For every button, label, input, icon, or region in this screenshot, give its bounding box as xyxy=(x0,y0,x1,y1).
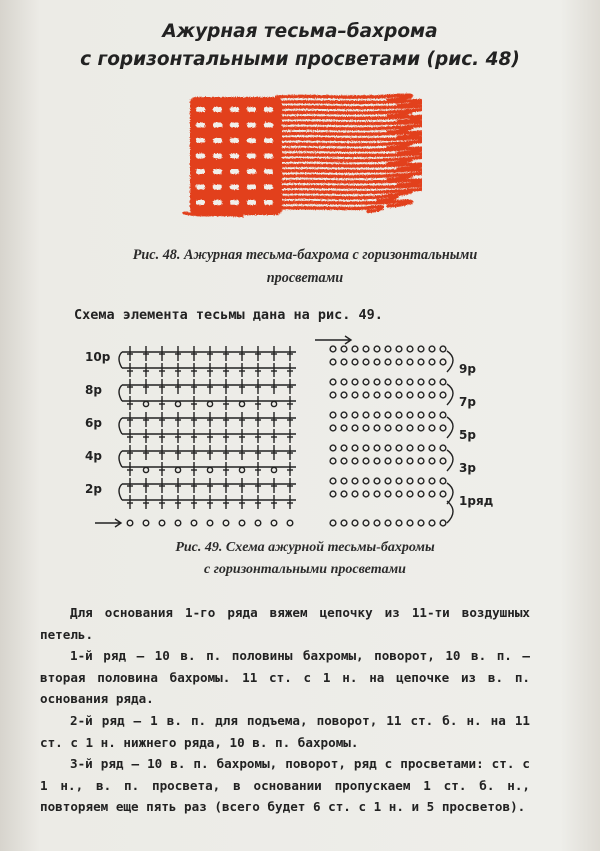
fringe-chain xyxy=(418,346,424,352)
fringe-chain xyxy=(363,392,369,398)
fringe-chain xyxy=(429,379,435,385)
fringe-chain xyxy=(341,445,347,451)
fringe-chain xyxy=(352,379,358,385)
lace-gap xyxy=(196,200,205,205)
paragraph-foundation: Для основания 1-го ряда вяжем цепочку из 11-ти воздушных петель. xyxy=(40,605,530,642)
turn-bracket xyxy=(447,417,453,438)
lace-gap xyxy=(264,154,273,159)
fringe-loop xyxy=(277,175,411,180)
fringe-chain xyxy=(341,346,347,352)
fringe-chain xyxy=(341,392,347,398)
fringe-chain xyxy=(385,346,391,352)
lace-gap xyxy=(213,185,222,190)
lace-gap xyxy=(196,185,205,190)
fringe-chain xyxy=(418,392,424,398)
fringe-chain xyxy=(330,520,336,526)
foundation-chain xyxy=(239,520,245,526)
fringe-chain xyxy=(330,346,336,352)
fringe-chain xyxy=(341,359,347,365)
fringe-loop xyxy=(277,180,422,185)
chain-stitch xyxy=(207,467,212,472)
foundation-chain xyxy=(159,520,165,526)
fringe-chain xyxy=(385,520,391,526)
fringe-chain xyxy=(440,478,446,484)
instructions-text xyxy=(40,602,530,818)
fringe-chain xyxy=(396,379,402,385)
figure-49-caption xyxy=(55,537,555,581)
fringe-chain xyxy=(429,478,435,484)
fringe-chain xyxy=(418,412,424,418)
fringe-chain xyxy=(440,392,446,398)
fringe-chain xyxy=(440,458,446,464)
figure-48-caption-line-2: просветами xyxy=(266,270,344,286)
lace-gap xyxy=(247,154,256,159)
fringe-chain xyxy=(374,491,380,497)
chain-stitch xyxy=(239,401,244,406)
row-3-text: — 10 в. п. бахромы, поворот, ряд с просветами: ст. с 1 н., в. п. просвета, в основании пропускаем 1 ст. б. н., повторяем еще пять раз (всего будет 6 ст. с 1 н. и 5 просветов). xyxy=(40,756,530,815)
fringe-chain xyxy=(407,379,413,385)
fringe-chain xyxy=(407,346,413,352)
start-arrow xyxy=(95,519,121,527)
fringe-chain xyxy=(440,491,446,497)
fringe-chain xyxy=(363,379,369,385)
row-3-label: 3-й ряд xyxy=(70,756,124,772)
fringe-chain xyxy=(374,392,380,398)
row-2-label: 2-й ряд xyxy=(70,712,125,728)
figure-48-caption xyxy=(45,244,565,290)
direction-arrow xyxy=(315,336,351,344)
figure-49-caption-line-1: Рис. 49. Схема ажурной тесьмы-бахромы xyxy=(175,540,435,555)
fringe-chain xyxy=(396,359,402,365)
fringe-loop xyxy=(277,164,422,169)
fringe-chain xyxy=(407,520,413,526)
fringe-chain xyxy=(407,478,413,484)
paragraph-row-2 xyxy=(40,710,530,753)
fringe-chain xyxy=(407,392,413,398)
paragraph-row-3 xyxy=(40,753,530,818)
fringe-chain xyxy=(374,478,380,484)
fringe-chain xyxy=(429,346,435,352)
turn-bracket xyxy=(447,450,453,471)
foundation-chain xyxy=(223,520,229,526)
fringe-chain xyxy=(429,412,435,418)
fringe-chain xyxy=(374,458,380,464)
fringe-loop xyxy=(277,101,422,106)
foundation-chain xyxy=(207,520,213,526)
left-row-label: 4р xyxy=(85,449,102,463)
chain-stitch xyxy=(175,467,180,472)
turn-bracket xyxy=(447,351,453,372)
fringe-chain xyxy=(385,491,391,497)
chain-stitch xyxy=(271,401,276,406)
fringe-chain xyxy=(374,412,380,418)
fringe-chain xyxy=(429,392,435,398)
turning-hook xyxy=(119,352,122,368)
fringe-chain xyxy=(396,458,402,464)
section-title xyxy=(0,18,600,74)
fringe-chain xyxy=(396,425,402,431)
lace-gap xyxy=(230,185,239,190)
fringe-chain xyxy=(407,425,413,431)
fringe-chain xyxy=(385,392,391,398)
fringe-chain xyxy=(352,425,358,431)
fringe-chain xyxy=(407,445,413,451)
fringe-chain xyxy=(352,392,358,398)
fringe-chain xyxy=(418,520,424,526)
fringe-chain xyxy=(385,425,391,431)
fringe-chain xyxy=(363,359,369,365)
lace-gap xyxy=(213,169,222,174)
turn-bracket xyxy=(447,384,453,405)
lace-gap xyxy=(247,138,256,143)
fringe-chain xyxy=(341,520,347,526)
fringe-chain xyxy=(418,478,424,484)
fringe-chain xyxy=(352,346,358,352)
fringe-chain xyxy=(352,412,358,418)
fringe-chain xyxy=(352,478,358,484)
fringe-chain xyxy=(352,491,358,497)
figure-49-caption-line-2: с горизонтальными просветами xyxy=(204,562,406,577)
fringe-chain xyxy=(330,478,336,484)
fringe-chain xyxy=(418,379,424,385)
foundation-chain xyxy=(271,520,277,526)
turning-hook xyxy=(119,418,122,434)
fringe-chain xyxy=(429,520,435,526)
chain-stitch xyxy=(143,401,148,406)
fringe-chain xyxy=(341,491,347,497)
fringe-chain xyxy=(385,458,391,464)
fringe-chain xyxy=(330,491,336,497)
foundation-chain xyxy=(175,520,181,526)
fringe-chain xyxy=(385,478,391,484)
fringe-chain xyxy=(396,392,402,398)
fringe-loop xyxy=(277,111,411,116)
chain-stitch xyxy=(271,467,276,472)
fringe-chain xyxy=(330,412,336,418)
row-2-text: — 1 в. п. для подъема, поворот, 11 ст. б. н. на 11 ст. с 1 н. нижнего ряда, 10 в. п. бахромы. xyxy=(40,712,531,750)
fringe-chain xyxy=(330,392,336,398)
fringe-loop xyxy=(277,207,383,212)
fringe-chain xyxy=(418,491,424,497)
fringe-chain xyxy=(363,491,369,497)
lace-gap xyxy=(230,138,239,143)
title-line-2: с горизонтальными просветами (рис. 48) xyxy=(80,49,520,70)
lace-gap xyxy=(213,107,222,112)
fringe-chain xyxy=(374,425,380,431)
fringe-chain xyxy=(341,412,347,418)
right-row-label: 1ряд xyxy=(459,494,494,508)
row-1-text: — 10 в. п. половины бахромы, поворот, 10 в. п. — вторая половина бахромы. 11 ст. с 1 н. на цепочке из в. п. основания ряда. xyxy=(40,648,530,707)
fringe-chain xyxy=(330,379,336,385)
fringe-chain xyxy=(429,458,435,464)
lace-gap xyxy=(213,138,222,143)
lace-gap xyxy=(264,107,273,112)
fringe-chain xyxy=(396,346,402,352)
fringe-chain xyxy=(429,359,435,365)
left-row-label: 8р xyxy=(85,383,102,397)
lace-gap xyxy=(264,185,273,190)
lace-gap xyxy=(196,154,205,159)
fringe-chain xyxy=(374,346,380,352)
fringe-chain xyxy=(374,520,380,526)
fringe-chain xyxy=(374,379,380,385)
fringe-chain xyxy=(440,425,446,431)
fringe-chain xyxy=(440,520,446,526)
fringe-chain xyxy=(330,425,336,431)
right-row-label: 7р xyxy=(459,395,476,409)
fringe-chain xyxy=(363,478,369,484)
lace-gap xyxy=(213,200,222,205)
fringe-chain xyxy=(440,346,446,352)
fringe-loop xyxy=(277,196,397,201)
left-row-label: 2р xyxy=(85,482,102,496)
fringe-chain xyxy=(418,359,424,365)
foundation-chain xyxy=(127,520,133,526)
fringe-chain xyxy=(374,445,380,451)
scheme-note: Схема элемента тесьмы дана на рис. 49. xyxy=(74,307,383,323)
turn-bracket xyxy=(447,501,453,523)
lace-gap xyxy=(247,123,256,128)
right-row-label: 5р xyxy=(459,428,476,442)
turning-hook xyxy=(119,484,122,500)
fringe-chain xyxy=(407,359,413,365)
fringe-chain xyxy=(440,412,446,418)
fringe-chain xyxy=(396,412,402,418)
fringe-chain xyxy=(440,359,446,365)
left-row-label: 6р xyxy=(85,416,102,430)
fringe-chain xyxy=(363,458,369,464)
lace-gap xyxy=(247,200,256,205)
fringe-chain xyxy=(385,445,391,451)
fringe-chain xyxy=(407,491,413,497)
lace-gap xyxy=(230,154,239,159)
foundation-chain xyxy=(143,520,149,526)
fringe-chain xyxy=(418,458,424,464)
fringe-chain xyxy=(363,520,369,526)
chain-stitch xyxy=(207,401,212,406)
fringe-loop xyxy=(277,132,422,137)
chain-stitch xyxy=(175,401,180,406)
fringe-chain xyxy=(352,359,358,365)
lace-gap xyxy=(213,154,222,159)
fringe-loop xyxy=(277,159,411,164)
lace-gap xyxy=(213,123,222,128)
lace-gap xyxy=(196,123,205,128)
fringe-chain xyxy=(440,379,446,385)
right-row-label: 9р xyxy=(459,362,476,376)
fringe-chain xyxy=(363,346,369,352)
fringe-chain xyxy=(385,379,391,385)
fringe-chain xyxy=(352,445,358,451)
lace-fringe-photo xyxy=(182,85,422,225)
fringe-chain xyxy=(341,425,347,431)
row-1-label: 1-й ряд xyxy=(70,648,127,664)
lace-gap xyxy=(230,107,239,112)
lace-gap xyxy=(247,169,256,174)
lace-gap xyxy=(230,169,239,174)
fringe-chain xyxy=(330,445,336,451)
crochet-scheme-diagram xyxy=(75,335,515,535)
fringe-chain xyxy=(330,458,336,464)
lace-gap xyxy=(264,138,273,143)
fringe-chain xyxy=(374,359,380,365)
fringe-chain xyxy=(341,379,347,385)
fringe-chain xyxy=(363,445,369,451)
title-line-1: Ажурная тесьма–бахрома xyxy=(162,21,438,42)
fringe-chain xyxy=(429,445,435,451)
lace-gap xyxy=(264,169,273,174)
figure-48-caption-line-1: Рис. 48. Ажурная тесьма-бахрома с горизонтальными xyxy=(132,247,478,263)
fringe-loop xyxy=(277,95,411,100)
fringe-chain xyxy=(352,520,358,526)
chain-stitch xyxy=(239,467,244,472)
fringe-chain xyxy=(418,445,424,451)
fringe-chain xyxy=(407,412,413,418)
fringe-chain xyxy=(440,445,446,451)
fringe-loop xyxy=(277,143,411,148)
foundation-chain xyxy=(191,520,197,526)
fringe-chain xyxy=(396,520,402,526)
foundation-chain xyxy=(255,520,261,526)
lace-gap xyxy=(196,138,205,143)
fringe-chain xyxy=(396,445,402,451)
fringe-chain xyxy=(341,458,347,464)
lace-gap xyxy=(264,123,273,128)
fringe-loop xyxy=(277,127,411,132)
lace-gap xyxy=(230,123,239,128)
turning-hook xyxy=(119,451,122,467)
fringe-chain xyxy=(429,425,435,431)
fringe-chain xyxy=(396,491,402,497)
right-row-label: 3р xyxy=(459,461,476,475)
paragraph-row-1 xyxy=(40,645,530,710)
lace-gap xyxy=(196,107,205,112)
fringe-chain xyxy=(363,412,369,418)
fringe-chain xyxy=(385,412,391,418)
chain-stitch xyxy=(143,467,148,472)
fringe-chain xyxy=(429,491,435,497)
foundation-chain xyxy=(287,520,293,526)
fringe-chain xyxy=(385,359,391,365)
fringe-chain xyxy=(418,425,424,431)
fringe-chain xyxy=(352,458,358,464)
fringe-chain xyxy=(407,458,413,464)
fringe-loop xyxy=(277,148,422,153)
left-row-label: 10р xyxy=(85,350,111,364)
lace-gap xyxy=(247,107,256,112)
fringe-chain xyxy=(363,425,369,431)
fringe-chain xyxy=(330,359,336,365)
lace-gap xyxy=(247,185,256,190)
turning-hook xyxy=(119,385,122,401)
lace-gap xyxy=(264,200,273,205)
lace-gap xyxy=(230,200,239,205)
fringe-chain xyxy=(396,478,402,484)
lace-gap xyxy=(196,169,205,174)
fringe-loop xyxy=(277,116,422,121)
fringe-loop xyxy=(277,201,411,206)
fringe-chain xyxy=(341,478,347,484)
